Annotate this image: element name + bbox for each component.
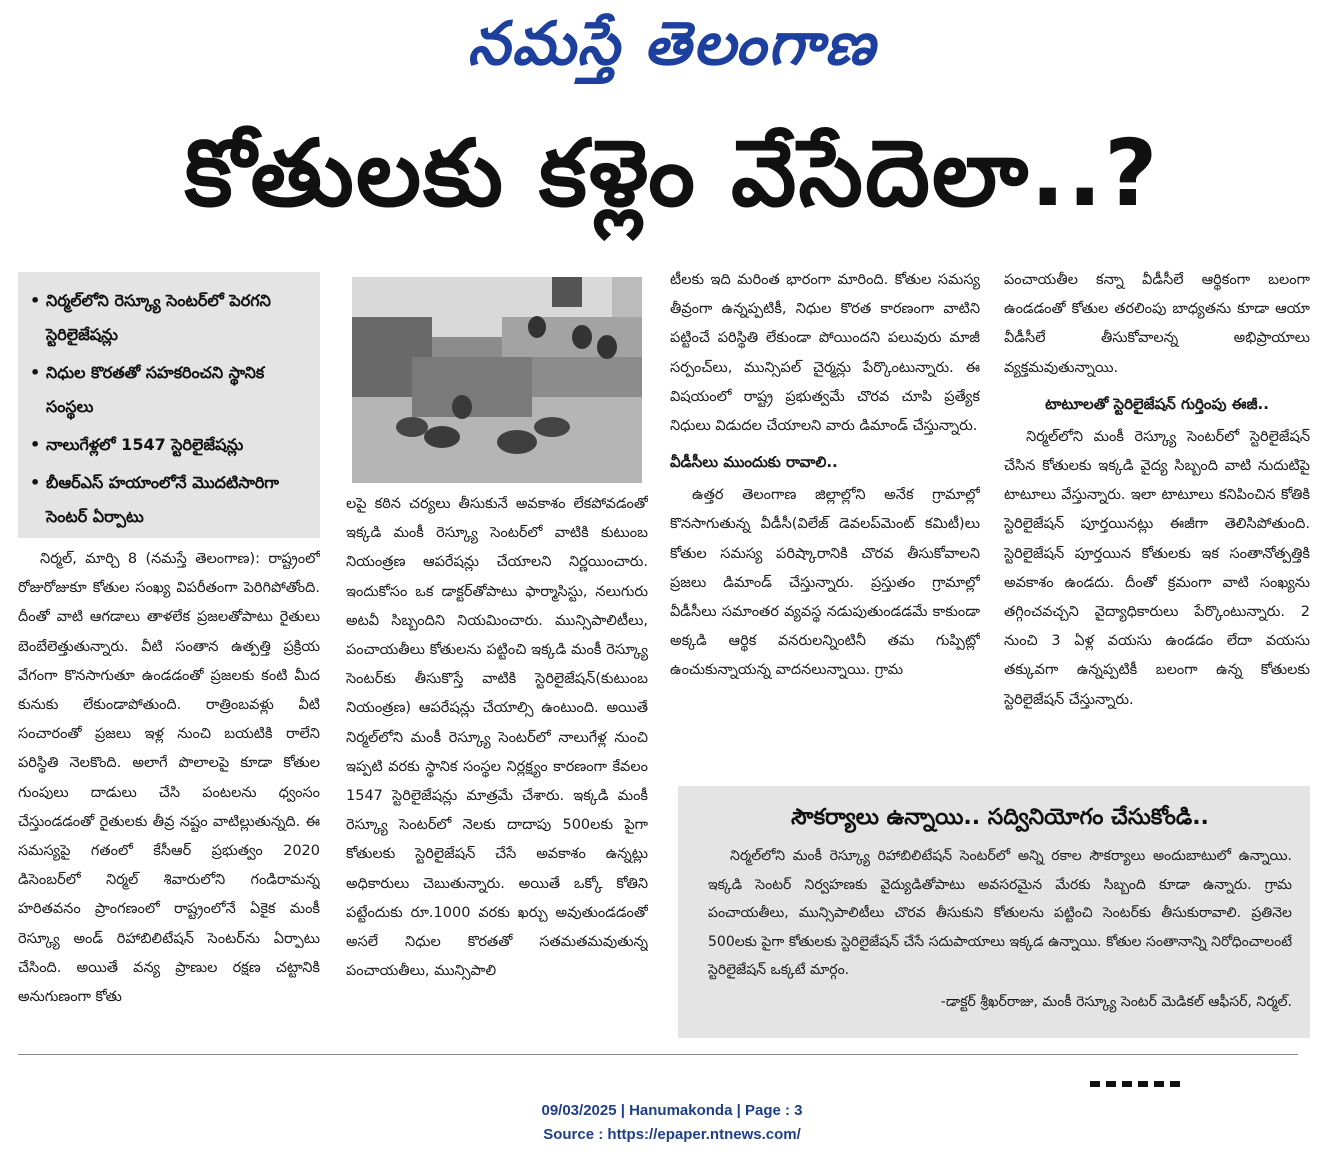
- highlight-item: [30, 428, 310, 462]
- body-paragraph: నిర్మల్, మార్చి 8 (నమస్తే తెలంగాణ): రాష్ట్రంలో రోజురోజుకూ కోతుల సంఖ్య విపరీతంగా పెరిగిపోతోంది. దీంతో వాటి ఆగడాలు తాళలేక ప్రజలతోపాటు రైతులు బెంబేలెత్తుతున్నారు. వీటి సంతాన ఉత్పత్తి ప్రక్రియ వేగంగా కొనసాగుతూ ఉండడంతో ప్రజలకు కంటి మీద కునుకు లేకుండాపోతుంది. రాత్రింబవళ్లు వీటి సంచారంతో ప్రజలు ఇళ్ల నుంచి బయటికి రాలేని పరిస్థితి నెలకొంది. అలాగే పొలాలపై కూడా కోతుల గుంపులు దాడులు చేసి పంటలను ధ్వంసం చేస్తుండడంతో రైతులకు తీవ్ర నష్టం వాటిల్లుతున్నది. ఈ సమస్యపై గతంలో కేసీఆర్ ప్రభుత్వం 2020 డిసెంబర్‌లో నిర్మల్ శివారులోని గండిరామన్న హరితవనం ప్రాంగణంలో రాష్ట్రంలోనే ఏకైక మంకీ రెస్క్యూ అండ్ రిహాబిలిటేషన్ సెంటర్‌ను ఏర్పాటు చేసింది. అయితే వన్య ప్రాణుల రక్షణ చట్టానికి అనుగుణంగా కోతు: [18, 551, 320, 1006]
- highlights-box: [18, 272, 320, 538]
- body-paragraph: నిర్మల్‌లోని మంకీ రెస్క్యూ సెంటర్‌లో స్టెరిలైజేషన్ చేసిన కోతులకు ఇక్కడి వైద్య సిబ్బంది వాటి నుదుటిపై టాటూలు వేస్తున్నారు. ఇలా టాటూలు కనిపించిన కోతికి స్టెరిలైజేషన్ పూర్తయినట్లు ఈజీగా తెలిసిపోతుంది. స్టెరిలైజేషన్ పూర్తయిన కోతులకు ఇక సంతానోత్పత్తికి అవకాశం ఉండదు. దీంతో క్రమంగా వాటి సంఖ్యను తగ్గించవచ్చని వైద్యాధికారులు పేర్కొంటున్నారు. 2 నుంచి 3 ఏళ్ల వయసు ఉండడం లేదా వయసు తక్కువగా ఉన్నప్పటికీ బలంగా ఉన్న కోతులకు స్టెరిలైజేషన్ చేస్తున్నారు.: [1004, 428, 1310, 708]
- highlight-text: నాలుగేళ్లలో 1547 స్టెరిలైజేషన్లు: [46, 435, 244, 454]
- body-paragraph: పంచాయతీల కన్నా వీడీసీలే ఆర్థికంగా బలంగా ఉండడంతో కోతుల తరలింపు బాధ్యతను కూడా ఆయా వీడీసీలే తీసుకోవాలన్న అభిప్రాయాలు వ్యక్తమవుతున్నాయి.: [1004, 272, 1310, 376]
- quote-signature: -డాక్టర్ శ్రీఖర్‌రాజు, మంకీ రెస్క్యూ సెంటర్ మెడికల్ ఆఫీసర్, నిర్మల్.: [940, 993, 1292, 1010]
- bullet-icon: •: [30, 473, 41, 492]
- section-subheading: టాటూలతో స్టెరిలైజేషన్ గుర్తింపు ఈజీ..: [1045, 394, 1269, 413]
- section-subheading: వీడీసీలు ముందుకు రావాలి..: [670, 453, 838, 472]
- body-paragraph: ఉత్తర తెలంగాణ జిల్లాల్లోని అనేక గ్రామాల్లో కొనసాగుతున్న వీడీసీ(విలేజ్ డెవలప్‌మెంట్ కమిటీ)లు కోతుల సమస్య పరిష్కారానికి చొరవ తీసుకోవాలని ప్రజలు డిమాండ్ చేస్తున్నారు. ప్రస్తుతం గ్రామాల్లో వీడీసీలు సమాంతర వ్యవస్థ నడుపుతుండడమే కాకుండా అక్కడి ఆర్థిక వనరులన్నింటినీ తమ గుప్పిట్లో ఉంచుకున్నాయన్న వాదనలున్నాయి. గ్రామ: [670, 487, 980, 679]
- body-paragraph: టీలకు ఇది మరింత భారంగా మారింది. కోతుల సమస్య తీవ్రంగా ఉన్నప్పటికీ, నిధుల కొరత కారణంగా వాటిని పట్టించే పరిస్థితి లేకుండా పోయిందని పలువురు మాజీ సర్పంచ్‌లు, మున్సిపల్ చైర్మన్లు పేర్కొంటున్నారు. ఈ విషయంలో రాష్ట్ర ప్రభుత్వమే చొరవ చూపి ప్రత్యేక నిధులు విడుదల చేయాలని వారు డిమాండ్ చేస్తున్నారు.: [670, 272, 980, 435]
- monkeys-photo-illustration: [352, 277, 642, 483]
- article-column-1: [18, 545, 320, 1055]
- newspaper-masthead: నమస్తే తెలంగాణ: [467, 9, 877, 79]
- article-column-2: [346, 490, 648, 1050]
- monkeys-photo: [352, 277, 642, 483]
- footer-date-edition: 09/03/2025 | Hanumakonda | Page : 3: [541, 1102, 803, 1119]
- highlight-item: [30, 466, 310, 534]
- bottom-divider: [18, 1054, 1298, 1055]
- article-column-3: [670, 266, 980, 782]
- highlight-text: బీఆర్‌ఎస్ హయాంలోనే మొదటిసారిగా సెంటర్ ఏర్పాటు: [46, 473, 280, 526]
- highlight-text: నిర్మల్‌లోని రెస్క్యూ సెంటర్‌లో పెరగని స్టెరిలైజేషన్లు: [46, 291, 271, 344]
- quote-box: [678, 786, 1310, 1038]
- article-column-4: [1004, 266, 1310, 766]
- bullet-icon: •: [30, 363, 41, 382]
- bullet-icon: •: [30, 435, 41, 454]
- quote-text: నిర్మల్‌లోని మంకీ రెస్క్యూ రిహాబిలిటేషన్ సెంటర్‌లో అన్ని రకాల సౌకర్యాలు అందుబాటులో ఉన్నాయి. ఇక్కడి సెంటర్ నిర్వహణకు వైద్యుడితోపాటు అవసరమైన మేరకు సిబ్బంది కూడా ఉన్నారు. గ్రామ పంచాయతీలు, మున్సిపాలిటీలు చొరవ తీసుకుని కోతులను పట్టించి సెంటర్‌కు తీసుకురావాలి. ప్రతినెల 500లకు పైగా కోతులకు స్టెరిలైజేషన్ చేసే సదుపాయాలు ఇక్కడ ఉన్నాయి. కోతుల సంతానాన్ని నిరోధించాలంటే స్టెరిలైజేషన్ ఒక్కటే మార్గం.: [708, 848, 1292, 978]
- highlight-text: నిధుల కొరతతో సహకరించని స్థానిక సంస్థలు: [46, 363, 265, 416]
- footer-source[interactable]: Source : https://epaper.ntnews.com/: [543, 1126, 801, 1143]
- body-paragraph: లపై కఠిన చర్యలు తీసుకునే అవకాశం లేకపోవడంతో ఇక్కడి మంకీ రెస్క్యూ సెంటర్‌లో వాటికి కుటుంబ నియంత్రణ ఆపరేషన్లు చేయాలని నిర్ణయించారు. ఇందుకోసం ఒక డాక్టర్‌తోపాటు ఫార్మాసిస్టు, నలుగురు అటవీ సిబ్బందిని నియమించారు. మున్సిపాలిటీలు, పంచాయతీలు కోతులను పట్టించి ఇక్కడి మంకీ రెస్క్యూ సెంటర్‌కు తీసుకొస్తే వాటికి స్టెరిలైజేషన్(కుటుంబ నియంత్రణ) ఆపరేషన్లు చేయాల్సి ఉంటుంది. అయితే నిర్మల్‌లోని మంకీ రెస్క్యూ సెంటర్‌లో నాలుగేళ్ల నుంచి ఇప్పటి వరకు స్థానిక సంస్థల నిర్లక్ష్యం కారణంగా కేవలం 1547 స్టెరిలైజేషన్లు మాత్రమే చేశారు. ఇక్కడి మంకీ రెస్క్యూ సెంటర్‌లో నెలకు దాదాపు 500లకు పైగా కోతులకు స్టెరిలైజేషన్ చేసే అవకాశం ఉన్నట్లు అధికారులు చెబుతున్నారు. అయితే ఒక్కో కోతిని పట్టేందుకు రూ.1000 వరకు ఖర్చు అవుతుండడంతో అసలే నిధుల కొరతతో సతమతమవుతున్న పంచాయతీలు, మున్సిపాలి: [346, 496, 648, 980]
- bullet-icon: •: [30, 291, 41, 310]
- article-headline: కోతులకు కళ్లెం వేసేదెలా..?: [184, 120, 1160, 227]
- highlight-item: [30, 284, 310, 352]
- highlight-item: [30, 356, 310, 424]
- quote-title: సౌకర్యాలు ఉన్నాయి.. సద్వినియోగం చేసుకోండి..: [791, 805, 1209, 830]
- cutoff-text-fragment: [1090, 1072, 1240, 1088]
